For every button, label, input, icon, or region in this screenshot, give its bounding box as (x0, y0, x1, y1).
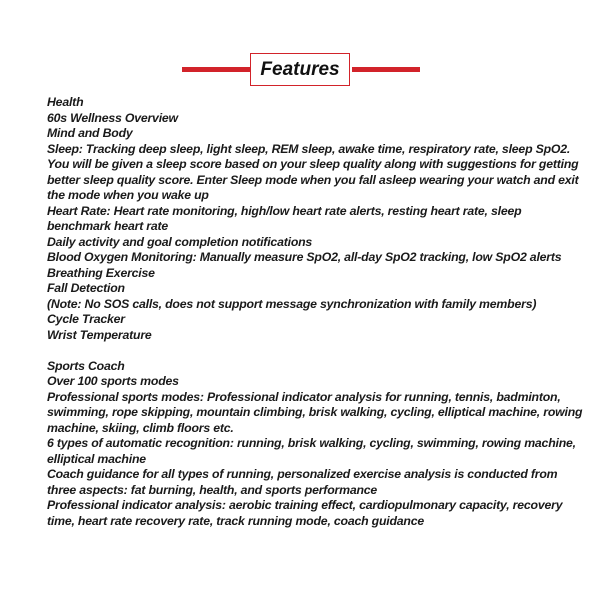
feature-item: Wrist Temperature (47, 327, 152, 342)
header-left-bar (182, 67, 250, 72)
feature-item: 60s Wellness Overview (47, 110, 178, 125)
section-spacer (47, 343, 587, 359)
feature-item: Coach guidance for all types of running, personalized exercise analysis is conducted from three aspects: fat burning, health, and sports performance (47, 467, 558, 497)
sports-section (47, 359, 587, 530)
feature-item: Fall Detection (47, 281, 125, 295)
feature-item: Daily activity and goal completion notifications (47, 234, 313, 249)
page-title: Features (250, 53, 350, 86)
feature-note: (Note: No SOS calls, does not support message synchronization with family members) (47, 296, 537, 311)
section-heading-sports: Sports Coach (47, 358, 125, 373)
health-section (47, 95, 587, 343)
features-header (0, 53, 600, 89)
feature-item: Heart Rate: Heart rate monitoring, high/low heart rate alerts, resting heart rate, sleep benchmark heart rate (47, 203, 522, 233)
section-heading-health: Health (47, 95, 84, 109)
feature-item: Blood Oxygen Monitoring: Manually measure SpO2, all-day SpO2 tracking, low SpO2 alerts (47, 250, 562, 264)
features-list (47, 95, 587, 529)
feature-item: Professional indicator analysis: aerobic training effect, cardiopulmonary capacity, recovery time, heart rate recovery rate, track running mode, coach guidance (47, 498, 563, 528)
feature-item: 6 types of automatic recognition: running, brisk walking, cycling, swimming, rowing machine, elliptical machine (47, 436, 576, 466)
feature-item: Over 100 sports modes (47, 374, 179, 388)
feature-item: Cycle Tracker (47, 312, 125, 326)
header-right-bar (352, 67, 420, 72)
feature-item: Breathing Exercise (47, 265, 155, 280)
feature-item: Mind and Body (47, 126, 133, 140)
feature-item: Sleep: Tracking deep sleep, light sleep, REM sleep, awake time, respiratory rate, sleep SpO2. You will be given a sleep score based on your sleep quality along with suggestions for getting better sleep quality score. Enter Sleep mode when you fall asleep wearing your watch and exit the mode when you wake up (47, 141, 579, 202)
feature-item: Professional sports modes: Professional indicator analysis for running, tennis, badminton, swimming, rope skipping, mountain climbing, brisk walking, cycling, elliptical machine, rowing machine, skiing, climb floors etc. (47, 389, 583, 435)
